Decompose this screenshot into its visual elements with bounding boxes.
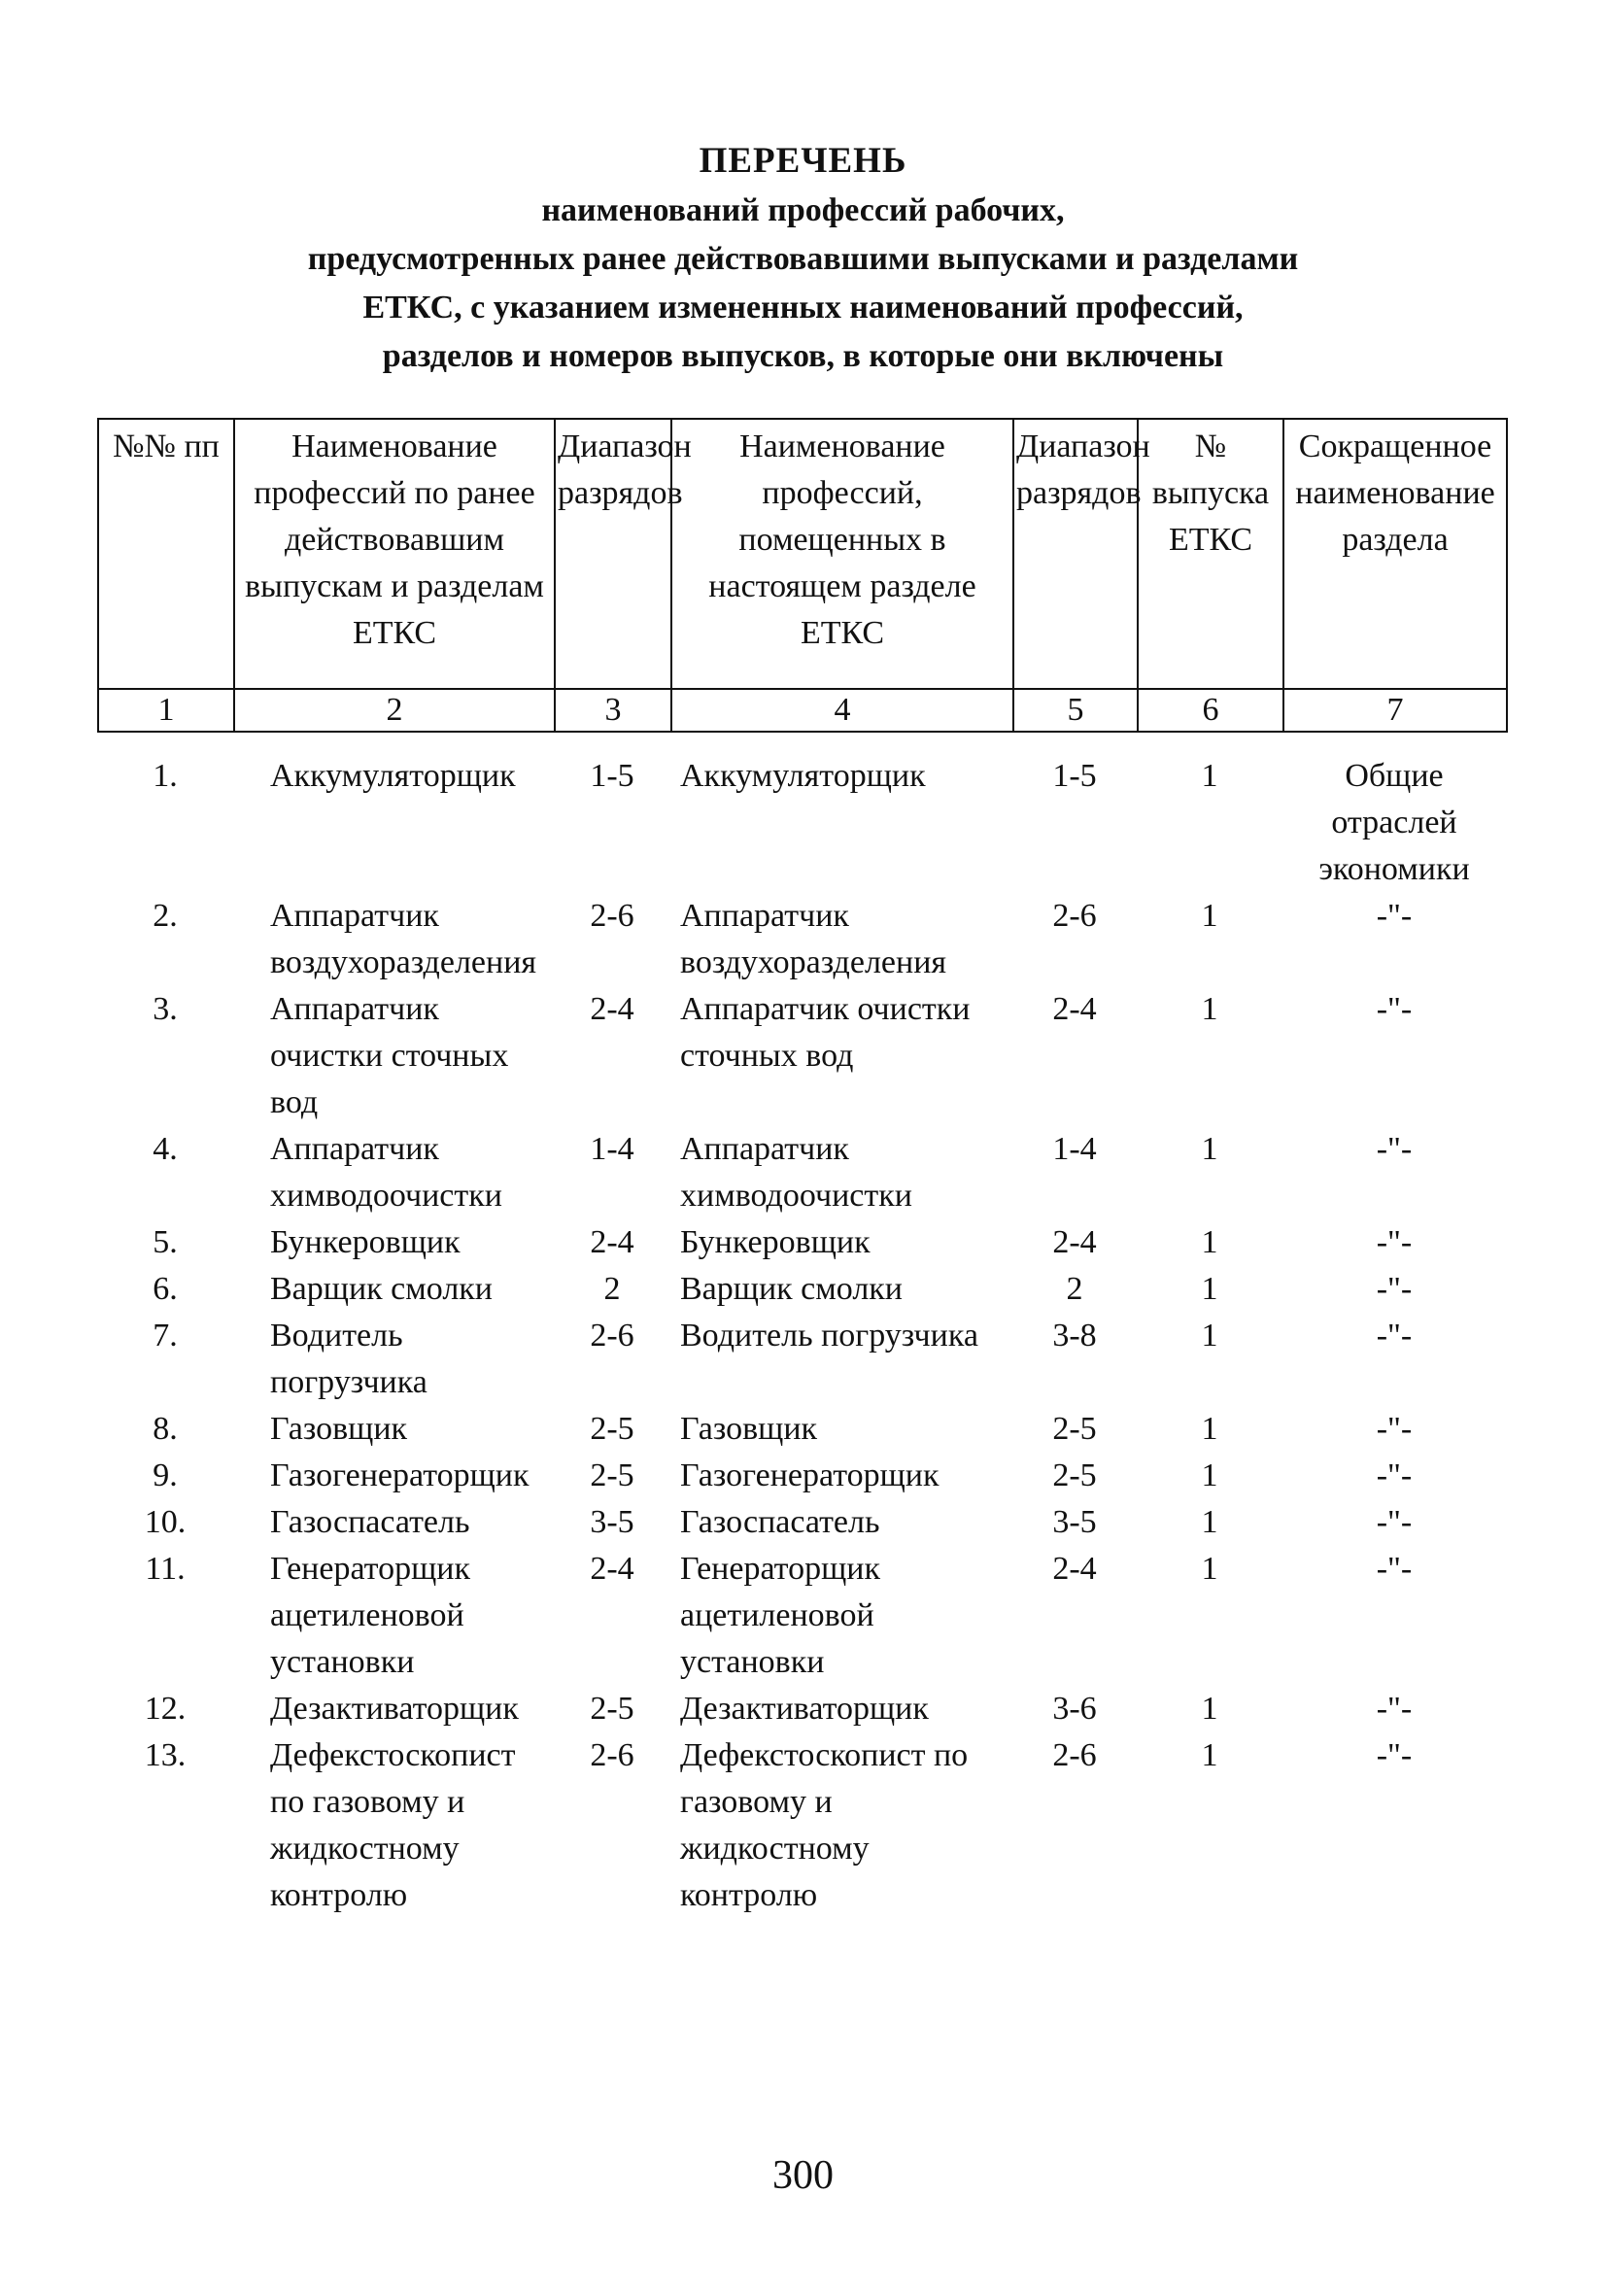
- old-profession: Аккумуляторщик: [270, 758, 516, 794]
- column-number: 4: [671, 689, 1013, 732]
- section-name: -"-: [1376, 1737, 1413, 1773]
- issue-number: 1: [1201, 1224, 1218, 1260]
- new-profession: Газогенераторщик: [680, 1457, 940, 1493]
- old-profession: Варщик смолки: [270, 1271, 494, 1307]
- old-grade-range: 1-5: [590, 758, 634, 794]
- row-number: 11.: [145, 1551, 186, 1587]
- header-col-3: Диапазон разрядов: [555, 419, 671, 689]
- old-profession: Аппаратчик воздухоразделения: [270, 898, 537, 980]
- row-number: 5.: [153, 1224, 178, 1260]
- issue-number: 1: [1201, 991, 1218, 1027]
- new-profession: Аппаратчик воздухоразделения: [680, 898, 947, 980]
- header-col-6: № выпуска ЕТКС: [1138, 419, 1283, 689]
- section-name: -"-: [1376, 1224, 1413, 1260]
- header-col-1: №№ пп: [98, 419, 234, 689]
- table-row: [97, 1732, 1506, 1919]
- row-number: 1.: [153, 758, 178, 794]
- new-grade-range: 2-6: [1052, 898, 1097, 934]
- section-name: Общие отраслей экономики: [1318, 758, 1470, 887]
- column-number: 5: [1013, 689, 1138, 732]
- old-profession: Аппаратчик очистки сточных вод: [270, 991, 509, 1120]
- new-profession: Аппаратчик химводоочистки: [680, 1131, 912, 1214]
- old-profession: Газогенераторщик: [270, 1457, 530, 1493]
- heading-line-2: предусмотренных ранее действовавшими выпусками и разделами: [307, 241, 1299, 277]
- row-number: 7.: [153, 1318, 178, 1354]
- new-profession: Газовщик: [680, 1411, 818, 1447]
- row-number: 13.: [144, 1737, 187, 1773]
- issue-number: 1: [1201, 1271, 1218, 1307]
- old-profession: Газовщик: [270, 1411, 408, 1447]
- table-row: [97, 1686, 1506, 1732]
- heading-line-4: разделов и номеров выпусков, в которые они включены: [382, 338, 1224, 374]
- table-row: [97, 1313, 1506, 1406]
- table-row: [97, 1266, 1506, 1313]
- issue-number: 1: [1201, 1457, 1218, 1493]
- header-col-7: Сокращенное наименование раздела: [1283, 419, 1507, 689]
- new-profession: Генераторщик ацетиленовой установки: [680, 1551, 880, 1680]
- header-col-4: Наименование профессий, помещенных в настоящем разделе ЕТКС: [671, 419, 1013, 689]
- table-row: [97, 1453, 1506, 1499]
- section-name: -"-: [1376, 991, 1413, 1027]
- old-grade-range: 2-4: [590, 1551, 634, 1587]
- new-profession: Аппаратчик очистки сточных вод: [680, 991, 971, 1074]
- old-profession: Дезактиваторщик: [270, 1691, 519, 1727]
- issue-number: 1: [1201, 758, 1218, 794]
- table-row: [97, 1219, 1506, 1266]
- section-name: -"-: [1376, 1457, 1413, 1493]
- new-profession: Водитель погрузчика: [680, 1318, 978, 1354]
- new-grade-range: 2-4: [1052, 1551, 1097, 1587]
- old-grade-range: 2-4: [590, 1224, 634, 1260]
- old-grade-range: 2-5: [590, 1691, 634, 1727]
- new-grade-range: 1-5: [1052, 758, 1097, 794]
- table-row: [97, 1499, 1506, 1546]
- old-profession: Водитель погрузчика: [270, 1318, 427, 1400]
- old-profession: Дефекстоскопист по газовому и жидкостному контролю: [270, 1737, 516, 1913]
- section-name: -"-: [1376, 1551, 1413, 1587]
- heading-line-3: ЕТКС, с указанием измененных наименований профессий,: [362, 290, 1244, 326]
- issue-number: 1: [1201, 1504, 1218, 1540]
- new-grade-range: 2-4: [1052, 1224, 1097, 1260]
- new-profession: Газоспасатель: [680, 1504, 880, 1540]
- new-grade-range: 2-5: [1052, 1457, 1097, 1493]
- row-number: 6.: [153, 1271, 178, 1307]
- table-body: [97, 753, 1506, 1919]
- column-number: 1: [98, 689, 234, 732]
- table-header: [97, 418, 1508, 733]
- new-grade-range: 2-4: [1052, 991, 1097, 1027]
- header-col-2: Наименование профессий по ранее действовавшим выпускам и разделам ЕТКС: [234, 419, 555, 689]
- section-name: -"-: [1376, 1504, 1413, 1540]
- column-number: 2: [234, 689, 555, 732]
- old-grade-range: 2-6: [590, 898, 634, 934]
- old-grade-range: 2-5: [590, 1457, 634, 1493]
- old-grade-range: 3-5: [590, 1504, 634, 1540]
- column-number: 3: [555, 689, 671, 732]
- old-grade-range: 2-5: [590, 1411, 634, 1447]
- table-row: [97, 893, 1506, 986]
- row-number: 12.: [144, 1691, 187, 1727]
- new-grade-range: 2-6: [1052, 1737, 1097, 1773]
- issue-number: 1: [1201, 1318, 1218, 1354]
- document-title: ПЕРЕЧЕНЬ: [699, 141, 907, 181]
- new-profession: Дефекстоскопист по газовому и жидкостному контролю: [680, 1737, 969, 1913]
- new-profession: Бункеровщик: [680, 1224, 871, 1260]
- old-profession: Бункеровщик: [270, 1224, 461, 1260]
- column-number: 6: [1138, 689, 1283, 732]
- new-grade-range: 1-4: [1052, 1131, 1097, 1167]
- old-grade-range: 2: [603, 1271, 621, 1307]
- new-profession: Аккумуляторщик: [680, 758, 926, 794]
- row-number: 3.: [153, 991, 178, 1027]
- new-profession: Варщик смолки: [680, 1271, 904, 1307]
- section-name: -"-: [1376, 1411, 1413, 1447]
- row-number: 4.: [153, 1131, 178, 1167]
- new-profession: Дезактиваторщик: [680, 1691, 929, 1727]
- old-profession: Газоспасатель: [270, 1504, 470, 1540]
- issue-number: 1: [1201, 1691, 1218, 1727]
- table-row: [97, 1126, 1506, 1219]
- old-grade-range: 2-6: [590, 1318, 634, 1354]
- section-name: -"-: [1376, 1131, 1413, 1167]
- section-name: -"-: [1376, 1318, 1413, 1354]
- old-grade-range: 2-4: [590, 991, 634, 1027]
- page-number: 300: [772, 2153, 834, 2198]
- document-heading: [0, 136, 1606, 381]
- header-col-5: Диапазон разрядов: [1013, 419, 1138, 689]
- new-grade-range: 3-8: [1052, 1318, 1097, 1354]
- heading-line-1: наименований профессий рабочих,: [541, 192, 1065, 228]
- header-row: [98, 419, 1507, 689]
- issue-number: 1: [1201, 1551, 1218, 1587]
- section-name: -"-: [1376, 1271, 1413, 1307]
- issue-number: 1: [1201, 1131, 1218, 1167]
- row-number: 8.: [153, 1411, 178, 1447]
- issue-number: 1: [1201, 898, 1218, 934]
- old-profession: Генераторщик ацетиленовой установки: [270, 1551, 470, 1680]
- table-row: [97, 1546, 1506, 1686]
- new-grade-range: 2-5: [1052, 1411, 1097, 1447]
- section-name: -"-: [1376, 1691, 1413, 1727]
- row-number: 9.: [153, 1457, 178, 1493]
- column-number-row: [98, 689, 1507, 732]
- new-grade-range: 3-5: [1052, 1504, 1097, 1540]
- old-grade-range: 1-4: [590, 1131, 634, 1167]
- new-grade-range: 2: [1066, 1271, 1083, 1307]
- old-grade-range: 2-6: [590, 1737, 634, 1773]
- row-number: 2.: [153, 898, 178, 934]
- table-row: [97, 753, 1506, 893]
- section-name: -"-: [1376, 898, 1413, 934]
- table-row: [97, 986, 1506, 1126]
- old-profession: Аппаратчик химводоочистки: [270, 1131, 502, 1214]
- table-row: [97, 1406, 1506, 1453]
- issue-number: 1: [1201, 1737, 1218, 1773]
- new-grade-range: 3-6: [1052, 1691, 1097, 1727]
- issue-number: 1: [1201, 1411, 1218, 1447]
- column-number: 7: [1283, 689, 1507, 732]
- row-number: 10.: [144, 1504, 187, 1540]
